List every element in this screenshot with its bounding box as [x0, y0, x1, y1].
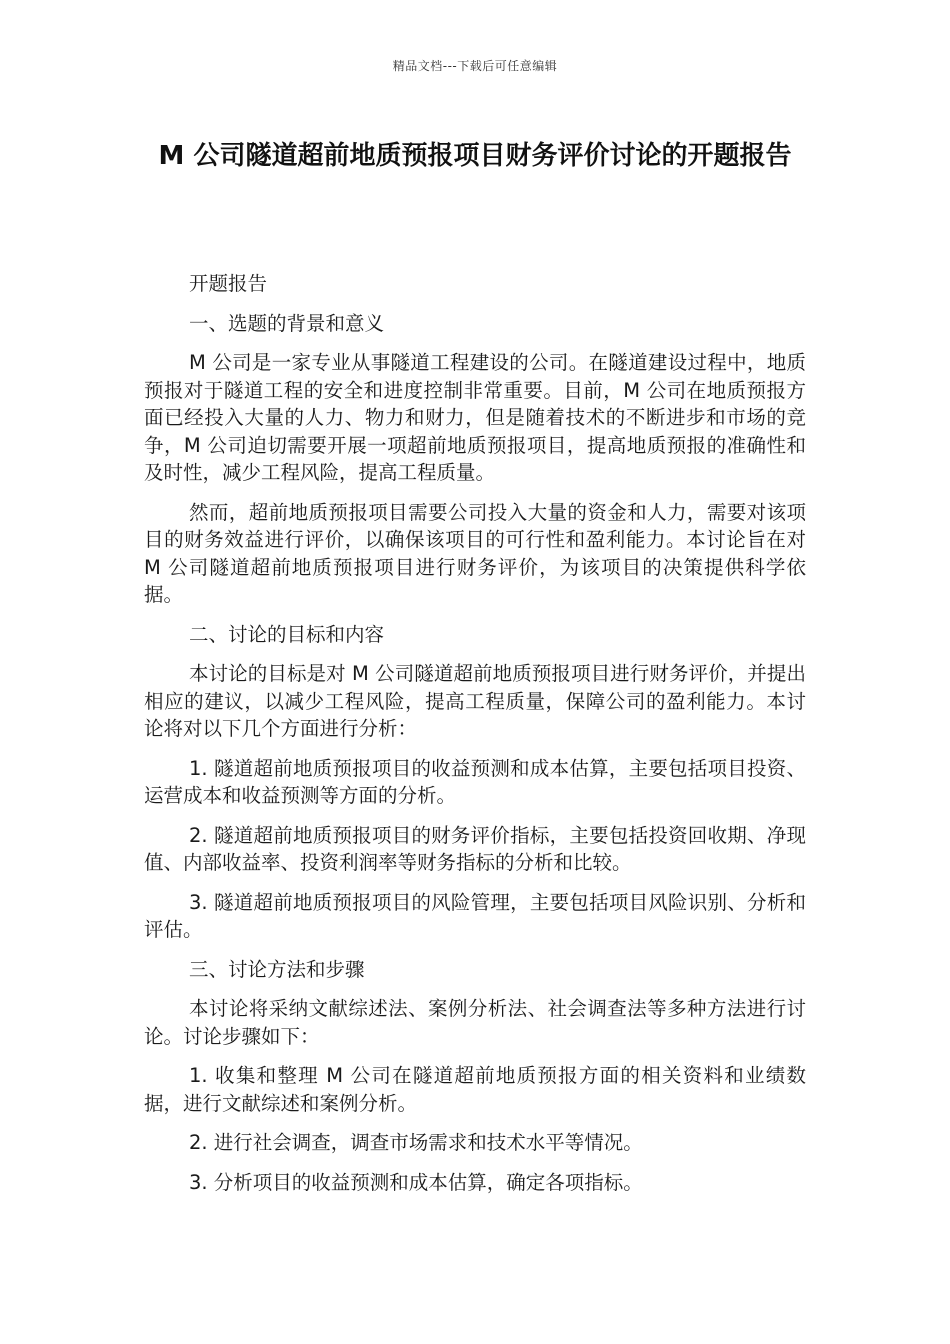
document-title: M 公司隧道超前地质预报项目财务评价讨论的开题报告	[158, 141, 792, 171]
section-heading: 二、讨论的目标和内容	[189, 622, 385, 646]
header-note: 精品文档---下载后可任意编辑	[392, 59, 558, 73]
paragraph: 本讨论的目标是对 M 公司隧道超前地质预报项目进行财务评价，并提出相应的建议，以减少工程风险，提高工程质量，保障公司的盈利能力。本讨论将对以下几个方面进行分析：	[144, 662, 806, 740]
list-item: 3. 隧道超前地质预报项目的风险管理，主要包括项目风险识别、分析和评估。	[144, 890, 806, 941]
document-body	[144, 270, 806, 1208]
list-item: 2. 进行社会调查，调查市场需求和技术水平等情况。	[189, 1131, 643, 1154]
section-label: 开题报告	[189, 272, 268, 295]
paragraph: M 公司是一家专业从事隧道工程建设的公司。在隧道建设过程中，地质预报对于隧道工程的安全和进度控制非常重要。目前，M 公司在地质预报方面已经投入大量的人力、物力和财力，但是随着技术的不断进步和市场的竞争，M 公司迫切需要开展一项超前地质预报项目，提高地质预报的准确性和及时性，减少工程风险，提高工程质量。	[144, 351, 806, 484]
list-item: 1. 隧道超前地质预报项目的收益预测和成本估算，主要包括项目投资、运营成本和收益预测等方面的分析。	[144, 756, 806, 807]
paragraph: 然而，超前地质预报项目需要公司投入大量的资金和人力，需要对该项目的财务效益进行评价，以确保该项目的可行性和盈利能力。本讨论旨在对 M 公司隧道超前地质预报项目进行财务评价，为该项目的决策提供科学依据。	[144, 500, 806, 606]
paragraph: 本讨论将采纳文献综述法、案例分析法、社会调查法等多种方法进行讨论。讨论步骤如下：	[144, 997, 806, 1048]
list-item: 1. 收集和整理 M 公司在隧道超前地质预报方面的相关资料和业绩数据，进行文献综述和案例分析。	[144, 1064, 806, 1115]
list-item: 2. 隧道超前地质预报项目的财务评价指标，主要包括投资回收期、净现值、内部收益率、投资利润率等财务指标的分析和比较。	[144, 823, 806, 874]
section-heading: 三、讨论方法和步骤	[189, 957, 365, 981]
section-heading: 一、选题的背景和意义	[189, 311, 385, 335]
list-item: 3. 分析项目的收益预测和成本估算，确定各项指标。	[189, 1170, 643, 1194]
